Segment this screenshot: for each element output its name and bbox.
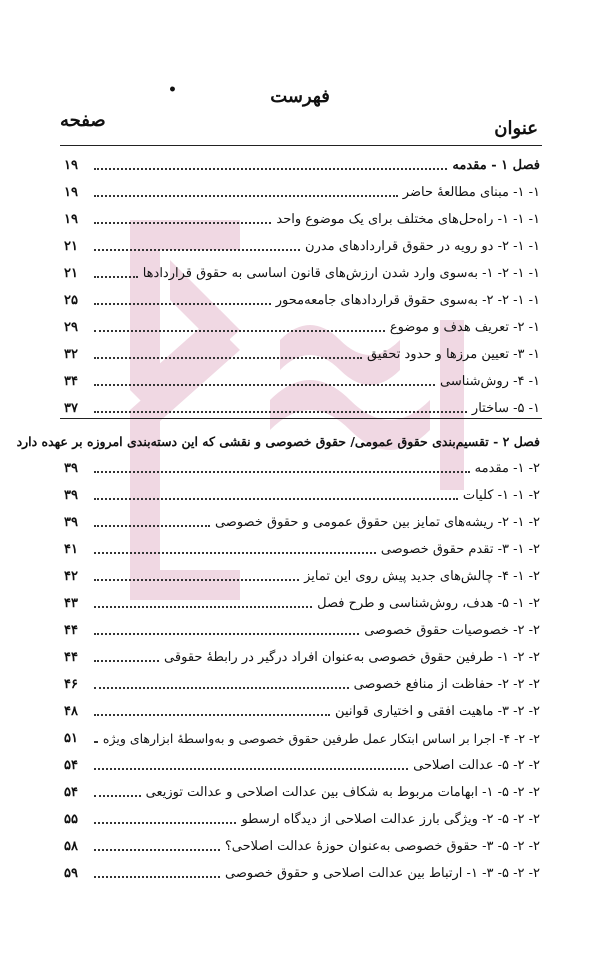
toc-entry-title: فصل ۲ - تقسیم‌بندی حقوق عمومی/ حقوق خصوصی و نقشی که این دسته‌بندی امروزه بر عهده دارد	[16, 434, 540, 449]
toc-entry-title: ۲- ۲- ۲- حفاظت از منافع خصوصی	[353, 677, 540, 692]
dot-leader	[94, 552, 376, 554]
toc-entry-page: ۳۲	[64, 347, 78, 362]
toc-entry-page: ۳۷	[64, 401, 78, 416]
toc-entry-title: ۲- ۲- ۵- ۱- ابهامات مربوط به شکاف بین عدالت اصلاحی و عدالت توزیعی	[145, 785, 540, 800]
toc-entry-page	[0, 434, 10, 450]
toc-entry[interactable]	[64, 725, 540, 747]
toc-entry[interactable]	[64, 455, 540, 477]
toc-entry-title: ۲- ۲- ۵- ۳- حقوق خصوصی به‌عنوان حوزهٔ عدالت اصلاحی؟	[224, 839, 540, 854]
toc-entry-page: ۲۱	[64, 239, 78, 254]
toc-entry-page: ۴۱	[64, 542, 78, 557]
toc-entry[interactable]	[64, 314, 540, 336]
toc-entry-title: ۲- ۲- ۵- عدالت اصلاحی	[413, 758, 540, 773]
dot-leader	[94, 168, 447, 170]
toc-entry[interactable]	[64, 179, 540, 201]
dot-leader	[94, 195, 398, 197]
header-rule	[60, 145, 542, 146]
dot-leader	[94, 768, 408, 770]
toc-entry-title: ۲- ۱- ۱- کلیات	[462, 488, 540, 503]
dot-leader	[94, 411, 467, 413]
page-title: فهرست	[270, 86, 330, 107]
dot-leader	[94, 276, 138, 278]
toc-entry-page: ۲۹	[64, 320, 78, 335]
toc-entry-page: ۳۹	[64, 461, 78, 476]
toc-entry-page: ۴۲	[64, 569, 78, 584]
dot-leader	[94, 303, 271, 305]
toc-entry-title: ۱- ۳- تعیین مرزها و حدود تحقیق	[367, 347, 540, 362]
toc-entry[interactable]	[64, 287, 540, 309]
toc-entry-title: ۱- ۲- تعریف هدف و موضوع	[389, 320, 540, 335]
dot-leader	[94, 384, 435, 386]
toc-entry[interactable]	[16, 428, 540, 450]
dot-leader	[94, 795, 141, 797]
toc-entry[interactable]	[64, 698, 540, 720]
toc-entry-title: ۱- ۱- ۲- ۱- به‌سوی وارد شدن ارزش‌های قانون اساسی به حقوق قراردادها	[142, 266, 540, 281]
toc-entry-page: ۴۶	[64, 677, 78, 692]
toc-entry-page: ۳۴	[64, 374, 78, 389]
dot-leader	[94, 849, 220, 851]
toc-entry-title: ۲- ۱- ۴- چالش‌های جدید پیش روی این تمایز	[304, 569, 540, 584]
toc-entry[interactable]	[64, 671, 540, 693]
toc-entry[interactable]	[64, 206, 540, 228]
toc-entry-page: ۱۹	[64, 185, 78, 200]
toc-entry-title: ۱- ۱- ۲- دو رویه در حقوق قراردادهای مدرن	[305, 239, 540, 254]
toc-entry-title: ۲- ۲- ۱- طرفین حقوق خصوصی به‌عنوان افراد درگیر در رابطهٔ حقوقی	[164, 650, 540, 665]
toc-entry-title: ۱- ۵- ساختار	[471, 401, 540, 416]
toc-entry[interactable]	[64, 152, 540, 174]
toc-entry[interactable]	[64, 233, 540, 255]
dot-leader	[94, 471, 470, 473]
chapter-divider	[60, 418, 542, 419]
dot-leader	[94, 498, 458, 500]
toc-entry-title: ۲- ۱- ۳- تقدم حقوق خصوصی	[380, 542, 540, 557]
column-header-page: صفحه	[60, 110, 106, 131]
toc-entry[interactable]	[64, 644, 540, 666]
toc-entry[interactable]	[64, 806, 540, 828]
dot-leader	[94, 633, 359, 635]
dot-leader	[94, 822, 236, 824]
toc-entry[interactable]	[64, 260, 540, 282]
toc-entry[interactable]	[64, 341, 540, 363]
dot-leader	[94, 357, 362, 359]
toc-entry-title: ۲- ۱- مقدمه	[474, 461, 540, 476]
toc-entry-title: ۲- ۲- ۴- اجرا بر اساس ابتکار عمل طرفین حقوق خصوصی و به‌واسطهٔ ابزارهای ویژه	[102, 731, 540, 746]
toc-entry[interactable]	[64, 590, 540, 612]
toc-entry[interactable]	[64, 536, 540, 558]
toc-entry-title: ۲- ۲- ۳- ماهیت افقی و اختیاری قوانین	[335, 704, 540, 719]
toc-entry[interactable]	[64, 752, 540, 774]
toc-entry-page: ۴۴	[64, 650, 78, 665]
dot-leader	[94, 714, 330, 716]
toc-entry-title: ۱- ۱- مبنای مطالعهٔ حاضر	[402, 185, 540, 200]
toc-entry-page: ۵۱	[64, 731, 78, 746]
toc-entry-page: ۳۹	[64, 515, 78, 530]
dot-leader	[94, 222, 271, 224]
toc-entry[interactable]	[64, 563, 540, 585]
toc-entry-title: ۲- ۲- ۵- ۳- ۱- ارتباط بین عدالت اصلاحی و حقوق خصوصی	[224, 866, 540, 881]
toc-entry[interactable]	[64, 617, 540, 639]
toc-entry-title: فصل ۱ - مقدمه	[452, 158, 540, 173]
toc-entry[interactable]	[64, 833, 540, 855]
toc-entry-page: ۳۹	[64, 488, 78, 503]
column-header-title: عنوان	[494, 118, 538, 139]
dot-leader	[94, 579, 299, 581]
dot-leader	[94, 660, 159, 662]
toc-entry-page: ۴۸	[64, 704, 78, 719]
dot-leader	[94, 330, 385, 332]
toc-entry-page: ۵۵	[64, 812, 78, 827]
toc-entry-title: ۱- ۱- ۲- ۲- به‌سوی حقوق قراردادهای جامعه‌محور	[275, 293, 540, 308]
dot-leader	[94, 687, 349, 689]
toc-entry[interactable]	[64, 860, 540, 882]
toc-entry-title: ۱- ۱- ۱- راه‌حل‌های مختلف برای یک موضوع واحد	[276, 212, 540, 227]
toc-entry-page: ۱۹	[64, 212, 78, 227]
toc-entry-title: ۲- ۲- ۵- ۲- ویژگی بارز عدالت اصلاحی از دیدگاه ارسطو	[241, 812, 540, 827]
toc-entry-page: ۴۴	[64, 623, 78, 638]
dot-leader	[94, 525, 210, 527]
toc-entry-page: ۱۹	[64, 158, 78, 173]
dot-leader	[94, 606, 312, 608]
toc-entry[interactable]	[64, 779, 540, 801]
toc-entry[interactable]	[64, 482, 540, 504]
toc-entry-page: ۵۹	[64, 866, 78, 881]
title-mark: •	[168, 82, 177, 98]
dot-leader	[94, 249, 300, 251]
toc-entry-page: ۲۵	[64, 293, 78, 308]
dot-leader	[94, 741, 98, 743]
toc-entry-page: ۵۸	[64, 839, 78, 854]
toc-entry[interactable]	[64, 368, 540, 390]
toc-entry-title: ۲- ۱- ۵- هدف، روش‌شناسی و طرح فصل	[317, 596, 540, 611]
toc-entry-page: ۴۳	[64, 596, 78, 611]
toc-entry[interactable]	[64, 395, 540, 417]
toc-entry[interactable]	[64, 509, 540, 531]
toc-entry-page: ۵۴	[64, 758, 78, 773]
toc-entry-title: ۱- ۴- روش‌شناسی	[440, 374, 540, 389]
toc-entry-title: ۲- ۱- ۲- ریشه‌های تمایز بین حقوق عمومی و حقوق خصوصی	[214, 515, 540, 530]
toc-entry-title: ۲- ۲- خصوصیات حقوق خصوصی	[364, 623, 540, 638]
toc-entry-page: ۲۱	[64, 266, 78, 281]
toc-entry-page: ۵۴	[64, 785, 78, 800]
dot-leader	[94, 876, 220, 878]
